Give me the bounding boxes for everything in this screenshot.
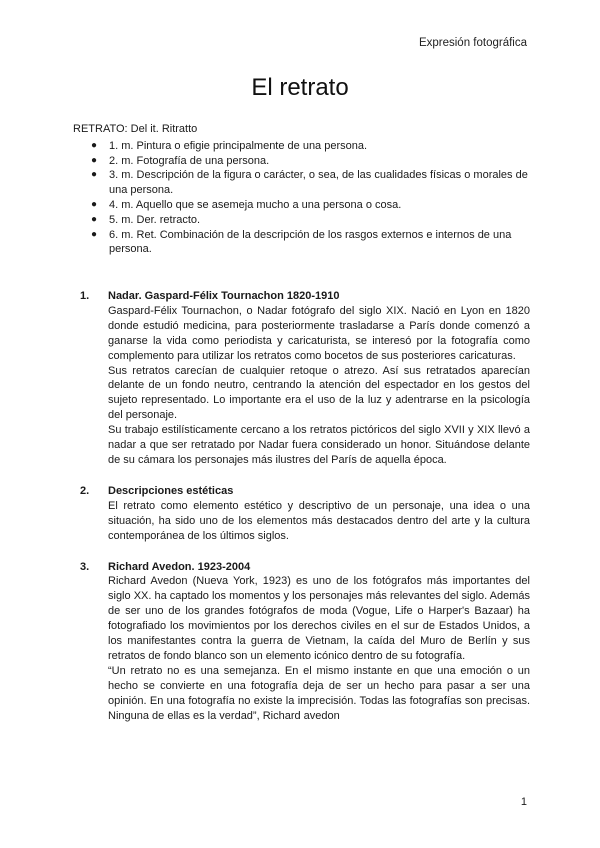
bullet-icon: ● (90, 198, 98, 210)
definition-item (73, 168, 533, 198)
page-title: El retrato (251, 74, 349, 101)
bullet-icon: ● (90, 169, 98, 181)
definition-text: 1. m. Pintura o efigie principalmente de una persona. (109, 139, 368, 152)
section-paragraph: Su trabajo estilísticamente cercano a los retratos pictóricos del siglo XVII y XIX llevó a nadar a que ser retratado por Nadar fuera considerado un honor. Situándose delante de su cámara los personajes más ilustres del París de aquella época. (108, 424, 530, 466)
section-title: Richard Avedon. 1923-2004 (108, 560, 251, 573)
bullet-icon: ● (90, 213, 98, 225)
section-title: Nadar. Gaspard-Félix Tournachon 1820-1910 (108, 290, 340, 302)
definition-text: 2. m. Fotografía de una persona. (109, 154, 270, 167)
page-number: 1 (520, 796, 527, 808)
definition-item (73, 228, 533, 258)
definition-text: 3. m. Descripción de la figura o carácter, o sea, de las cualidades físicas o morales de una persona. (109, 169, 528, 197)
section-paragraph: Gaspard-Félix Tournachon, o Nadar fotógrafo del siglo XIX. Nació en Lyon en 1820 donde estudió medicina, para posteriormente trasladarse a París donde comenzó a ganarse la vida como periodista y caricaturista, se interesó por la fotografía como complemento para utilizar los retratos como bocetos de sus posteriores caricaturas. (108, 304, 530, 362)
definition-item (73, 154, 533, 169)
section-avedon (80, 560, 530, 724)
definition-item (73, 198, 533, 213)
section-nadar (80, 289, 530, 468)
section-number: 1. (80, 290, 90, 302)
bullet-icon: ● (90, 228, 98, 240)
bullet-icon: ● (90, 154, 98, 166)
section-paragraph: El retrato como elemento estético y descriptivo de un personaje, una idea o una situación, ha sido uno de los elementos más destacados dentro del arte y la cultura contemporánea de los últimos siglos. (108, 499, 530, 542)
section-paragraph: Sus retratos carecían de cualquier retoque o atrezo. Así sus retratados aparecían delante de un fondo neutro, centrando la atención del espectador en los gestos del sujeto representado. Lo importante era el uso de la luz y adentrarse en la psicología del personaje. (108, 364, 530, 422)
definition-text: 6. m. Ret. Combinación de la descripción de los rasgos externos e internos de una persona. (109, 228, 512, 256)
definition-list (73, 139, 533, 257)
section-paragraph: “Un retrato no es una semejanza. En el mismo instante en que una emoción o un hecho se convierte en una fotografía deja de ser un hecho para pasar a ser una opinión. En una fotografía no existe la imprecisión. Todas las fotografías son precisas. Ninguna de ellas es la verdad”, Richard avedon (108, 664, 530, 722)
definition-text: 5. m. Der. retracto. (109, 213, 201, 226)
bullet-icon: ● (90, 139, 98, 151)
section-number: 3. (80, 560, 90, 573)
definition-heading: RETRATO: Del it. Ritratto (73, 123, 198, 135)
header-note: Expresión fotográfica (418, 37, 527, 49)
section-number: 2. (80, 484, 90, 497)
definition-text: 4. m. Aquello que se asemeja mucho a una persona o cosa. (109, 198, 402, 211)
section-descripciones (80, 484, 530, 544)
definition-item (73, 213, 533, 228)
section-paragraph: Richard Avedon (Nueva York, 1923) es uno de los fotógrafos más importantes del siglo XX. ha captado los momentos y los personajes más relevantes del siglo. Además de ser uno de los grandes fotógrafos de moda (Vogue, Life o Harper's Bazaar) ha fotografiado los movimientos por los derechos civiles en el sur de Estados Unidos, a los manifestantes contra la guerra de Vietnam, la caída del Muro de Berlín y sus retratos de fondo blanco son un elemento icónico dentro de su fotografía. (108, 575, 530, 662)
definition-block (73, 122, 533, 257)
section-title: Descripciones estéticas (108, 484, 234, 497)
numbered-sections (80, 289, 530, 739)
definition-item (73, 139, 533, 154)
